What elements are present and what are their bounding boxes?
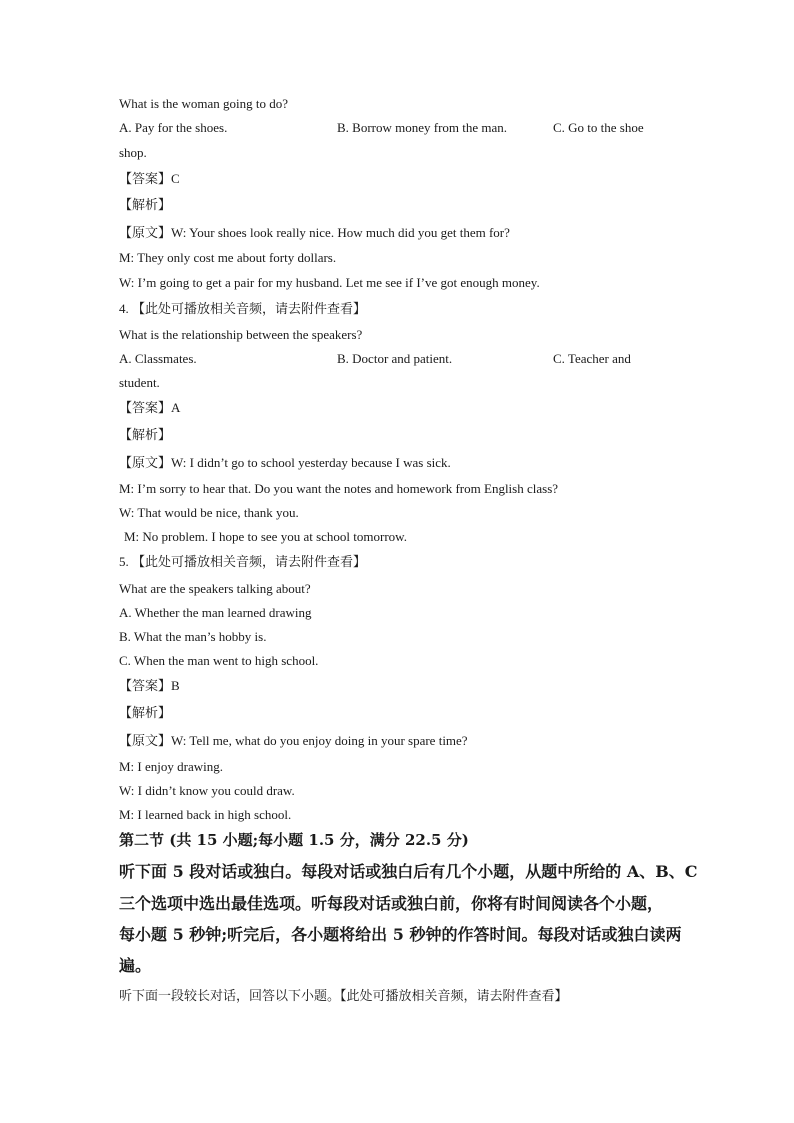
q4-transcript-line: W: That would be nice, thank you. (119, 505, 299, 520)
section-instruction-line: 听下面 5 段对话或独白。每段对话或独白后有几个小题，从题中所给的 A、B、C (119, 862, 698, 881)
q5-question: What are the speakers talking about? (119, 581, 311, 596)
q3-options (119, 120, 679, 136)
q4-question: What is the relationship between the speakers? (119, 327, 363, 342)
q5-option-b: B. What the man’s hobby is. (119, 629, 267, 644)
q4-option-c: C. Teacher and (553, 351, 631, 366)
q3-question: What is the woman going to do? (119, 96, 288, 111)
q3-option-a: A. Pay for the shoes. (119, 120, 228, 135)
q4-options (119, 351, 679, 367)
q5-transcript-line: 【原文】W: Tell me, what do you enjoy doing in your spare time? (119, 733, 468, 748)
q5-transcript-line: W: I didn’t know you could draw. (119, 783, 295, 798)
q3-answer: 【答案】C (119, 171, 180, 186)
q5-transcript-line: M: I enjoy drawing. (119, 759, 223, 774)
q4-transcript-line: M: No problem. I hope to see you at school tomorrow. (124, 529, 407, 544)
q3-analysis-label: 【解析】 (119, 197, 172, 212)
section-prompt: 听下面一段较长对话，回答以下小题。【此处可播放相关音频，请去附件查看】 (119, 988, 568, 1003)
q4-option-b: B. Doctor and patient. (337, 351, 453, 366)
q4-option-c-continued: student. (119, 375, 160, 390)
q5-option-a: A. Whether the man learned drawing (119, 605, 312, 620)
q4-transcript-line: 【原文】W: I didn’t go to school yesterday because I was sick. (119, 455, 451, 470)
q3-transcript-line: 【原文】W: Your shoes look really nice. How much did you get them for? (119, 225, 510, 240)
section-instruction-line: 三个选项中选出最佳选项。听每段对话或独白前，你将有时间阅读各个小题， (119, 894, 664, 913)
section-instruction-line: 遍。 (119, 956, 152, 975)
section-title: 第二节 (共 15 小题;每小题 1.5 分，满分 22.5 分) (119, 831, 469, 849)
q4-heading: 4. 【此处可播放相关音频，请去附件查看】 (119, 301, 367, 316)
q4-answer: 【答案】A (119, 400, 181, 415)
q3-transcript-line: M: They only cost me about forty dollars. (119, 250, 337, 265)
q5-transcript-line: M: I learned back in high school. (119, 807, 292, 822)
q5-analysis-label: 【解析】 (119, 705, 172, 720)
q3-option-b: B. Borrow money from the man. (337, 120, 508, 135)
q4-transcript-line: M: I’m sorry to hear that. Do you want the notes and homework from English class? (119, 481, 559, 496)
q5-option-c: C. When the man went to high school. (119, 653, 319, 668)
q3-option-c-continued: shop. (119, 145, 147, 160)
section-instruction-line: 每小题 5 秒钟;听完后，各小题将给出 5 秒钟的作答时间。每段对话或独白读两 (119, 925, 682, 944)
q4-option-a: A. Classmates. (119, 351, 197, 366)
q3-option-c: C. Go to the shoe (553, 120, 644, 135)
q5-answer: 【答案】B (119, 678, 180, 693)
q4-analysis-label: 【解析】 (119, 427, 172, 442)
q5-heading: 5. 【此处可播放相关音频，请去附件查看】 (119, 554, 367, 569)
q3-transcript-line: W: I’m going to get a pair for my husband. Let me see if I’ve got enough money. (119, 275, 540, 290)
